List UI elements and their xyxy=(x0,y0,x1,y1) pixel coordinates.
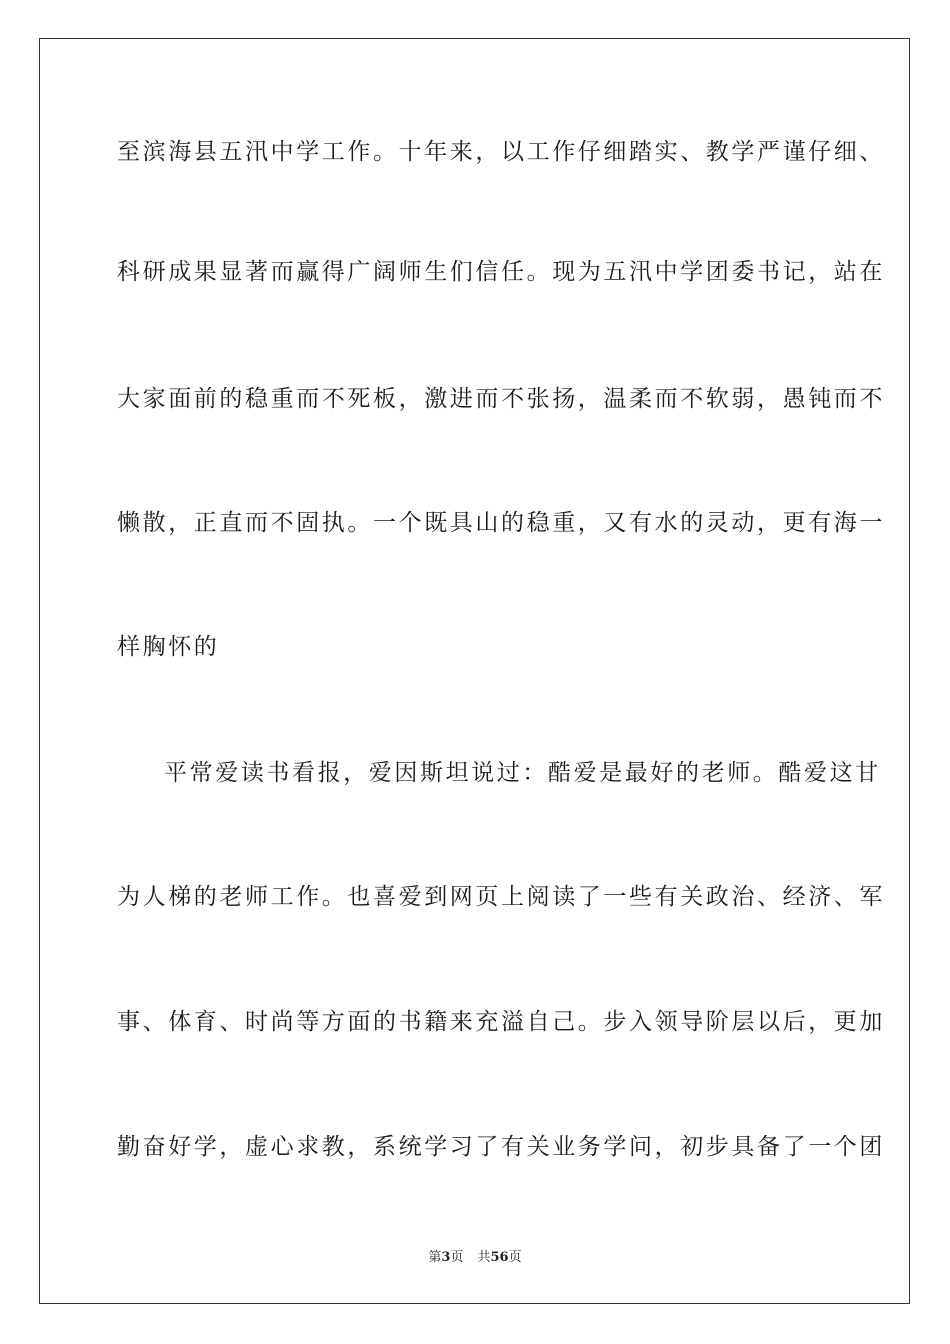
footer-page-prefix: 第 xyxy=(428,1250,442,1265)
footer-total-pages: 56 xyxy=(490,1250,509,1265)
text-line-6: 平常爱读书看报，爱因斯坦说过：酷爱是最好的老师。酷爱这甘 xyxy=(164,760,881,786)
footer-page-number: 3 xyxy=(441,1250,451,1265)
text-line-5: 样胸怀的 xyxy=(117,634,220,660)
page-footer xyxy=(0,1246,950,1265)
footer-page-suffix: 页 xyxy=(450,1250,464,1265)
text-line-3: 大家面前的稳重而不死板，激进而不张扬，温柔而不软弱，愚钝而不 xyxy=(117,386,885,412)
text-line-1: 至滨海县五汛中学工作。十年来，以工作仔细踏实、教学严谨仔细、 xyxy=(117,139,885,165)
text-line-4: 懒散，正直而不固执。一个既具山的稳重，又有水的灵动，更有海一 xyxy=(117,510,885,536)
footer-total-prefix: 共 xyxy=(477,1250,491,1265)
text-line-8: 事、体育、时尚等方面的书籍来充溢自己。步入领导阶层以后，更加 xyxy=(117,1009,885,1035)
text-line-7: 为人梯的老师工作。也喜爱到网页上阅读了一些有关政治、经济、军 xyxy=(117,884,885,910)
footer-total-suffix: 页 xyxy=(508,1250,522,1265)
text-line-9: 勤奋好学，虚心求教，系统学习了有关业务学问，初步具备了一个团 xyxy=(117,1134,885,1160)
text-line-2: 科研成果显著而赢得广阔师生们信任。现为五汛中学团委书记，站在 xyxy=(117,259,885,285)
page-border xyxy=(39,38,910,1304)
